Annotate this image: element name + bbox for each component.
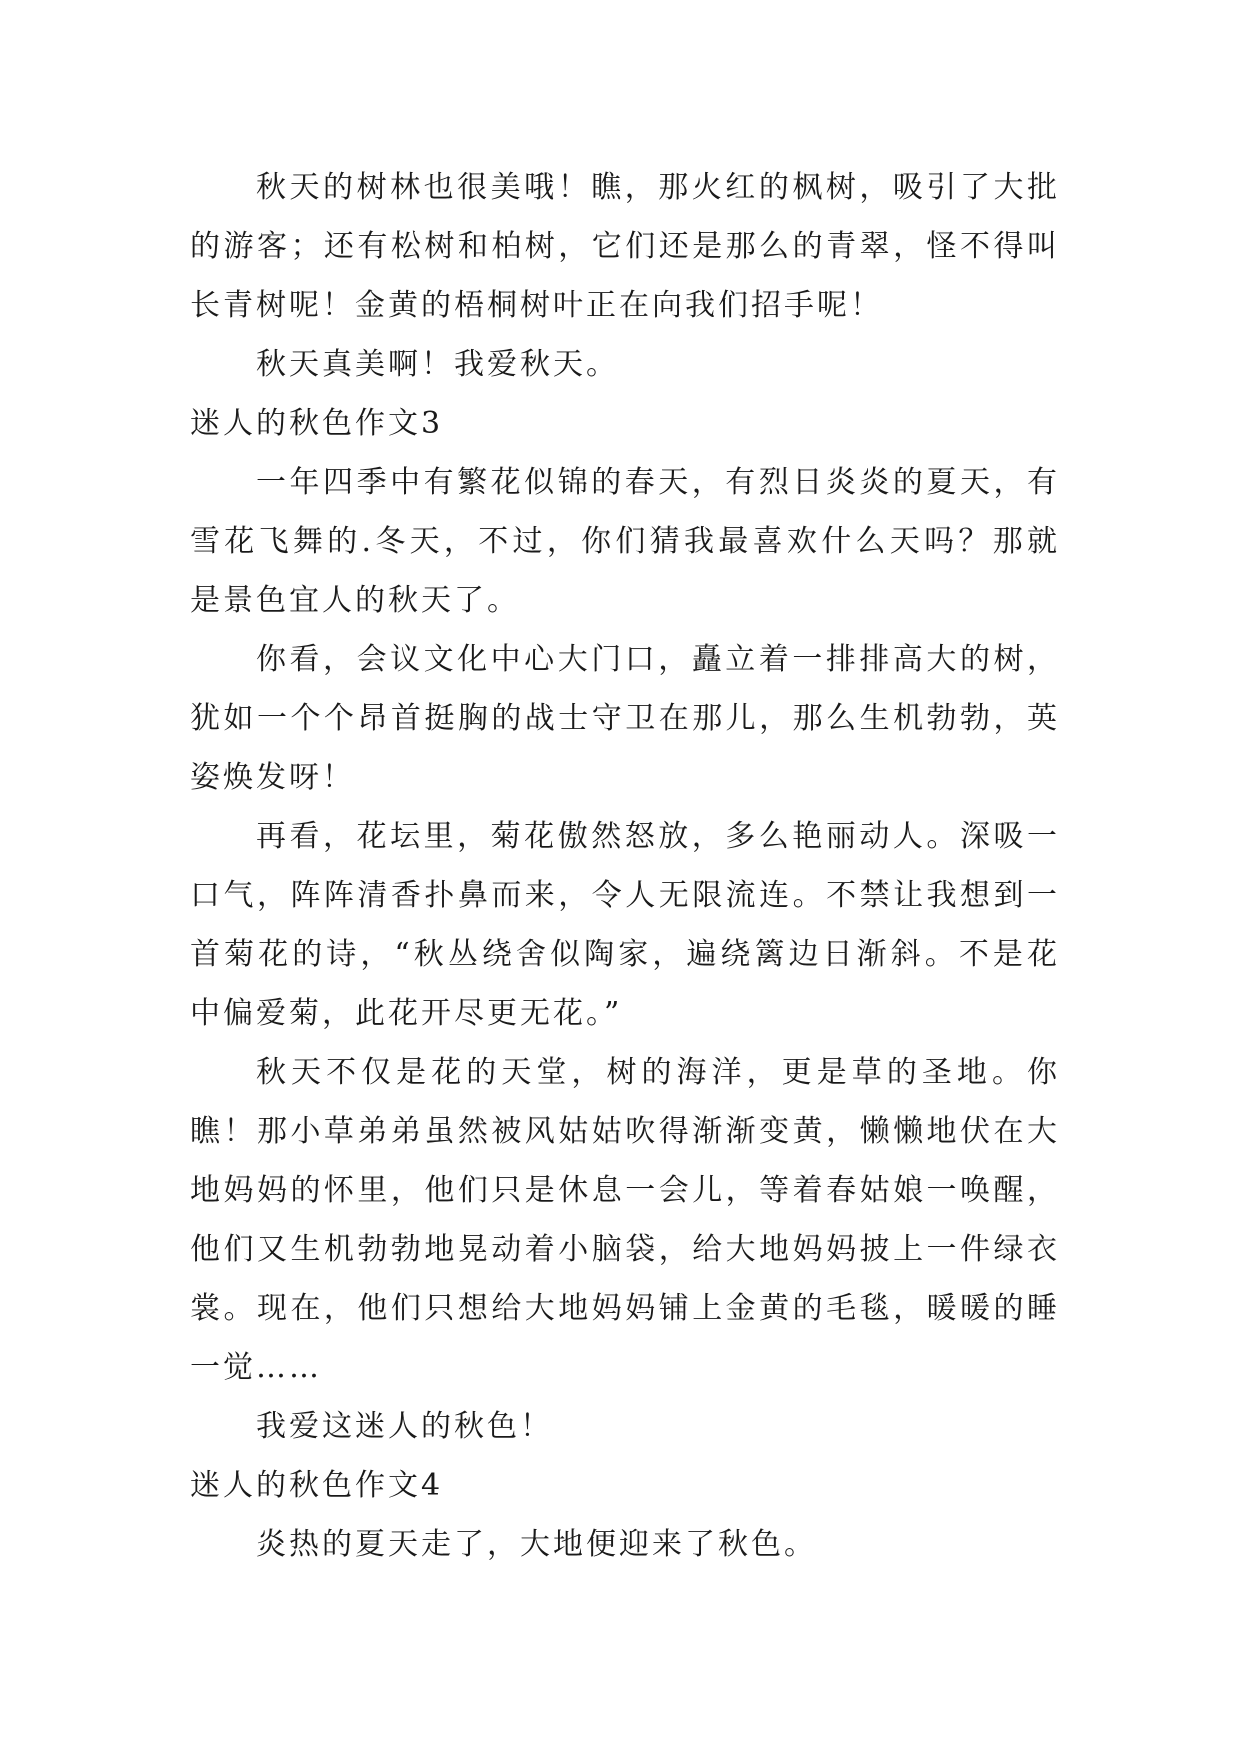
document-body [190,158,1060,1574]
paragraph: 炎热的夏天走了，大地便迎来了秋色。 [256,1527,817,1562]
paragraph: 一年四季中有繁花似锦的春天，有烈日炎炎的夏天，有雪花飞舞的.冬天，不过，你们猜我最喜欢什么天吗？那就是景色宜人的秋天了。 [190,465,1060,618]
paragraph: 秋天不仅是花的天堂，树的海洋，更是草的圣地。你瞧！那小草弟弟虽然被风姑姑吹得渐渐变黄，懒懒地伏在大地妈妈的怀里，他们只是休息一会儿，等着春姑娘一唤醒，他们又生机勃勃地晃动着小脑袋，给大地妈妈披上一件绿衣裳。现在，他们只想给大地妈妈铺上金黄的毛毯，暖暖的睡一觉…… [190,1055,1060,1385]
paragraph: 再看，花坛里，菊花傲然怒放，多么艳丽动人。深吸一口气，阵阵清香扑鼻而来，令人无限流连。不禁让我想到一首菊花的诗，“秋丛绕舍似陶家，遍绕篱边日渐斜。不是花中偏爱菊，此花开尽更无花。” [190,819,1060,1031]
paragraph: 秋天的树林也很美哦！瞧，那火红的枫树，吸引了大批的游客；还有松树和柏树，它们还是那么的青翠，怪不得叫长青树呢！金黄的梧桐树叶正在向我们招手呢！ [190,170,1060,323]
paragraph: 我爱这迷人的秋色！ [256,1409,553,1444]
section-heading: 迷人的秋色作文3 [190,406,444,441]
paragraph: 秋天真美啊！我爱秋天。 [256,347,619,382]
paragraph: 你看，会议文化中心大门口，矗立着一排排高大的树，犹如一个个昂首挺胸的战士守卫在那儿，那么生机勃勃，英姿焕发呀！ [190,642,1060,795]
section-heading: 迷人的秋色作文4 [190,1468,444,1503]
